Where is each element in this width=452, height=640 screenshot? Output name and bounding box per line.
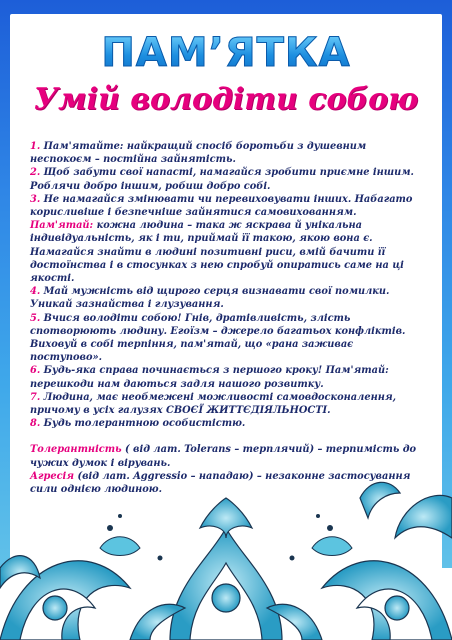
page-subtitle: Умій володіти собою [33,82,419,117]
memo-content [30,140,422,496]
item-text: Май мужність від щирого серця визнавати свої помилки. Уникай зазнайства і глузування. [30,286,390,311]
memo-item-3 [30,193,422,219]
item-number: 4. [30,286,41,298]
item-text: Не намагайся змінювати чи перевиховувати інших. Набагато корисливіше і безпечніше зайнятися самовихованням. [30,193,413,219]
memo-item-5 [30,312,422,365]
definition-text: (від лат. Aggressio – нападаю) – незаконне застосування сили однією людиною. [30,470,411,496]
item-number: 1. [30,141,41,152]
memo-item-1 [30,140,422,166]
item-number: 8. [30,418,41,430]
item-text: Людина, має необмежені можливості самовдосконалення, причому в усіх галузях СВОЄЇ ЖИТТЄДІЯЛЬНОСТІ. [30,391,397,417]
definition-term: Агресія [30,470,75,482]
section-gap [30,430,422,443]
item-number: 3. [30,193,41,205]
definition-tolerance [30,443,422,469]
item-text: Щоб забути свої напасті, намагайся зробити приємне іншим. Роблячи добро іншим, робиш добро собі. [30,167,414,192]
item-text: Будь-яка справа починається з першого кроку! Пам'ятай: перешкоди нам даються задля нашого розвитку. [30,365,389,390]
item-number: 5. [30,312,41,324]
item-number: 6. [30,365,41,377]
item-number: Пам'ятай: [30,220,94,232]
memo-item-4 [30,285,422,311]
item-text: Пам'ятайте: найкращий спосіб боротьби з душевним неспокоєм – постійна зайнятість. [30,141,367,166]
memo-item-2 [30,166,422,192]
item-number: 2. [30,167,41,179]
memo-item-8 [30,417,422,430]
floral-ornament-border [0,468,452,640]
memo-item-6 [30,364,422,390]
page-title: ПАМ’ЯТКА [0,30,452,76]
definition-text: ( від лат. Tolerans – терплячий) – терпимість до чужих думок і вірувань. [30,444,417,469]
memo-item-7 [30,391,422,417]
item-text: Вчися володіти собою! Гнів, дратівливість, злість спотворюють людину. Егоїзм – джерело багатьох конфліктів. Виховуй в собі терпіння, пам'ятай, що «рана заживає поступово». [30,312,406,364]
item-text: Будь толерантною особистістю. [40,418,246,430]
item-number: 7. [30,391,41,403]
definition-term: Толерантність [30,444,122,456]
memo-item-remember [30,219,422,285]
item-text: кожна людина – така ж яскрава й унікальна індивідуальність, як і ти, приймай її такою, якою вона є. Намагайся знайти в людині позитивні риси, вмій бачити її достоїнства і в стосунках з нею спробуй опиратись саме на ці якості. [30,220,404,285]
